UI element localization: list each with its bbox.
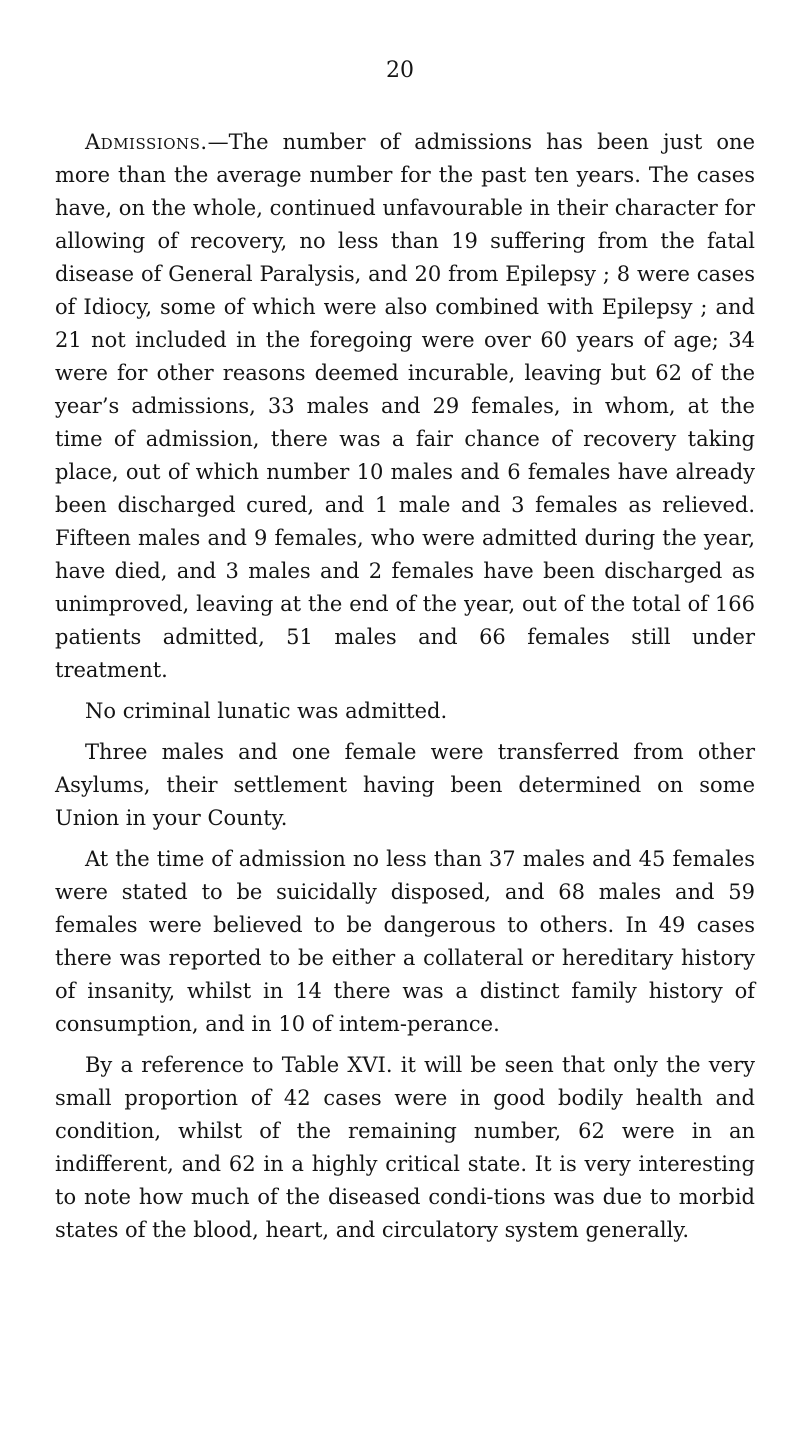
paragraph-admissions xyxy=(55,126,755,687)
body-text xyxy=(55,126,755,1247)
section-heading: Admissions. xyxy=(85,130,208,154)
paragraph-table-reference: By a reference to Table XVI. it will be seen that only the very small proportion of 42 cases were in good bodily health and condition, whilst of the remaining number, 62 were in an indifferent, and 62 in a highly critical state. It is very interesting to note how much of the diseased condi-tions was due to morbid states of the blood, heart, and circulatory system generally. xyxy=(55,1053,755,1242)
paragraph-criminal-lunatic: No criminal lunatic was admitted. xyxy=(85,699,448,723)
paragraph-transfers: Three males and one female were transferred from other Asylums, their settlement having been determined on some Union in your County. xyxy=(55,740,755,830)
paragraph-admission-history: At the time of admission no less than 37 males and 45 females were stated to be suicidally disposed, and 68 males and 59 females were believed to be dangerous to others. In 49 cases there was reported to be either a collateral or hereditary history of insanity, whilst in 14 there was a distinct family history of consumption, and in 10 of intem-perance. xyxy=(55,847,755,1036)
paragraph-text: —The number of admissions has been just one more than the average number for the past ten years. The cases have, on the whole, continued unfavourable in their character for allowing of recovery, no less than 19 suffering from the fatal disease of General Paralysis, and 20 from Epilepsy ; 8 were cases of Idiocy, some of which were also combined with Epilepsy ; and 21 not included in the foregoing were over 60 years of age; 34 were for other reasons deemed incurable, leaving but 62 of the year’s admissions, 33 males and 29 females, in whom, at the time of admission, there was a fair chance of recovery taking place, out of which number 10 males and 6 females have already been discharged cured, and 1 male and 3 females as relieved. Fifteen males and 9 females, who were admitted during the year, have died, and 3 males and 2 females have been discharged as unimproved, leaving at the end of the year, out of the total of 166 patients admitted, 51 males and 66 females still under treatment. xyxy=(55,130,755,682)
page-number: 20 xyxy=(386,58,414,83)
